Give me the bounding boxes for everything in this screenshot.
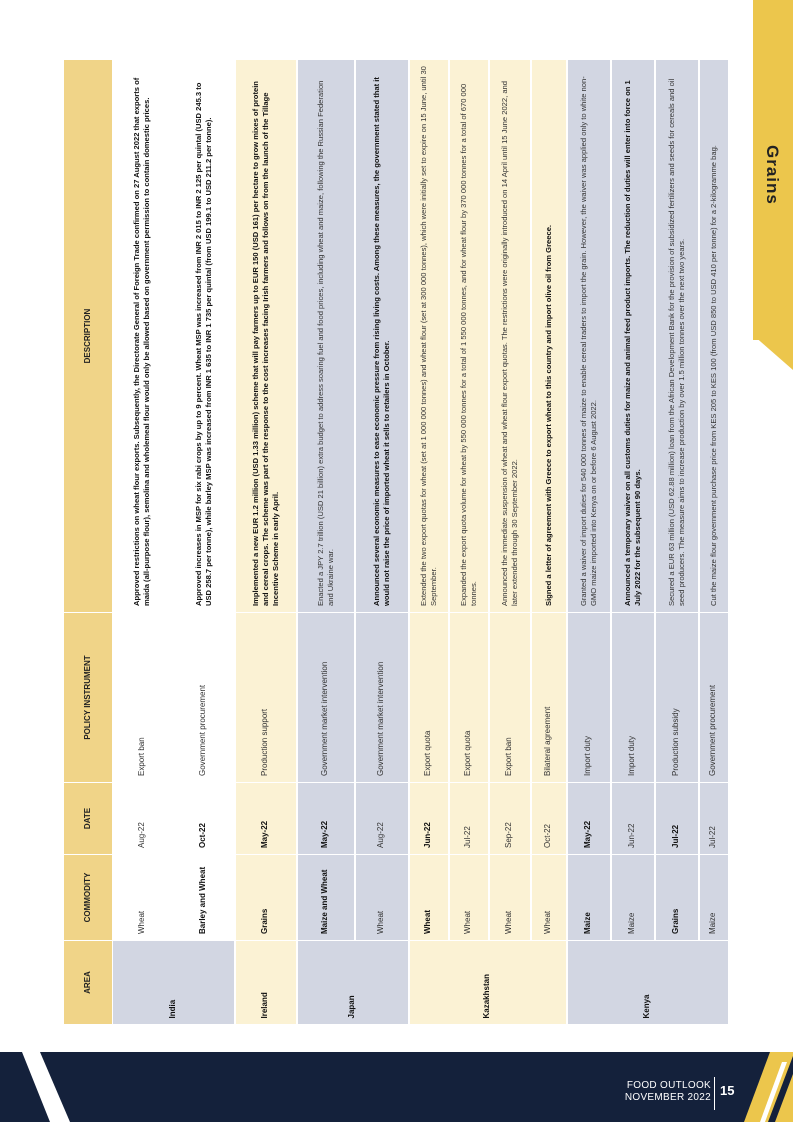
cell-date: Jul-22 bbox=[449, 783, 489, 855]
cell-date: Jun-22 bbox=[409, 783, 449, 855]
area-kazakhstan: Kazakhstan bbox=[409, 941, 567, 1025]
cell-description: Expanded the export quota volume for wheat by 550 000 tonnes for a total of 1 550 000 tonnes, and for wheat flour by 370 000 tonnes for a total of 670 000 tonnes. bbox=[449, 60, 489, 613]
cell-date: Jul-22 bbox=[655, 783, 699, 855]
cell-commodity: Wheat bbox=[113, 855, 173, 941]
cell-date: Jun-22 bbox=[611, 783, 655, 855]
table-row bbox=[173, 60, 235, 1025]
side-accent-triangle bbox=[753, 300, 793, 370]
cell-policy: Government market intervention bbox=[297, 613, 355, 783]
header-description: DESCRIPTION bbox=[64, 60, 113, 613]
footer-line2: NOVEMBER 2022 bbox=[624, 1092, 711, 1103]
cell-commodity: Wheat bbox=[489, 855, 531, 941]
table-row bbox=[449, 60, 489, 1025]
cell-policy: Export quota bbox=[449, 613, 489, 783]
header-policy-instrument: POLICY INSTRUMENT bbox=[64, 613, 113, 783]
cell-policy: Import duty bbox=[611, 613, 655, 783]
table-row bbox=[611, 60, 655, 1025]
cell-policy: Bilateral agreement bbox=[531, 613, 567, 783]
cell-description: Granted a waiver of import duties for 540 000 tonnes of maize to enable cereal traders to import the grain. However, the waiver was applied only to white non-GMO maize imported into Kenya on or before 6 August 2022. bbox=[567, 60, 611, 613]
cell-policy: Government procurement bbox=[173, 613, 235, 783]
header-commodity: COMMODITY bbox=[64, 855, 113, 941]
cell-policy: Export quota bbox=[409, 613, 449, 783]
cell-description: Implemented a new EUR 1.2 million (USD 1.33 million) scheme that will pay farmers up to EUR 150 (USD 161) per hectare to grow mixes of protein and cereal crops. The scheme was part of the response to the cost increases facing Irish farmers and follows on from the launch of the Tillage Incentive Scheme in early April. bbox=[235, 60, 297, 613]
cell-commodity: Barley and Wheat bbox=[173, 855, 235, 941]
cell-commodity: Maize bbox=[611, 855, 655, 941]
cell-date: Aug-22 bbox=[355, 783, 409, 855]
cell-description: Signed a letter of agreement with Greece to export wheat to this country and import olive oil from Greece. bbox=[531, 60, 567, 613]
cell-description: Enacted a JPY 2.7 trillion (USD 21 billion) extra budget to address soaring fuel and food prices, including wheat and maize, following the Russian Federation and Ukraine war. bbox=[297, 60, 355, 613]
table-row bbox=[113, 60, 173, 1025]
cell-date: Oct-22 bbox=[531, 783, 567, 855]
cell-description: Approved increases in MSP for six rabi crops by up to 9 percent. Wheat MSP was increased from INR 2 015 to INR 2 125 per quintal (USD 245.3 to USD 258.7 per tonne), while barley MSP was increased from INR 1 635 to INR 1 735 per quintal (from USD 199.1 to USD 211.2 per tonne). bbox=[173, 60, 235, 613]
table-row bbox=[409, 60, 449, 1025]
cell-policy: Production subsidy bbox=[655, 613, 699, 783]
footer-publication bbox=[625, 1080, 711, 1104]
cell-commodity: Maize bbox=[699, 855, 729, 941]
page-number: 15 bbox=[720, 1083, 735, 1098]
section-title: Grains bbox=[763, 145, 782, 205]
table-row bbox=[655, 60, 699, 1025]
table-row bbox=[235, 60, 297, 1025]
cell-commodity: Maize bbox=[567, 855, 611, 941]
cell-commodity: Wheat bbox=[449, 855, 489, 941]
cell-date: Oct-22 bbox=[173, 783, 235, 855]
table-header-row bbox=[64, 60, 113, 1025]
cell-description: Cut the maize flour government purchase price from KES 205 to KES 100 (from USD 850 to USD 410 per tonne) for a 2-kilogramme bag. bbox=[699, 60, 729, 613]
cell-policy: Export ban bbox=[113, 613, 173, 783]
area-india: India bbox=[113, 941, 235, 1025]
cell-date: May-22 bbox=[567, 783, 611, 855]
cell-policy: Export ban bbox=[489, 613, 531, 783]
policy-table-container bbox=[63, 60, 723, 1025]
cell-date: May-22 bbox=[235, 783, 297, 855]
footer-line1: FOOD OUTLOOK bbox=[626, 1080, 711, 1091]
table-row bbox=[355, 60, 409, 1025]
header-area: AREA bbox=[64, 941, 113, 1025]
table-row bbox=[567, 60, 611, 1025]
cell-date: Sep-22 bbox=[489, 783, 531, 855]
header-date: DATE bbox=[64, 783, 113, 855]
cell-commodity: Wheat bbox=[355, 855, 409, 941]
area-japan: Japan bbox=[297, 941, 409, 1025]
cell-policy: Production support bbox=[235, 613, 297, 783]
cell-commodity: Wheat bbox=[409, 855, 449, 941]
cell-policy: Government market intervention bbox=[355, 613, 409, 783]
cell-date: Aug-22 bbox=[113, 783, 173, 855]
cell-description: Announced the immediate suspension of wheat and wheat flour export quotas. The restrictions were originally introduced on 14 April until 15 June 2022, and later extended through 30 September 2022. bbox=[489, 60, 531, 613]
cell-policy: Government procurement bbox=[699, 613, 729, 783]
table-row bbox=[699, 60, 729, 1025]
cell-description: Announced a temporary waiver on all customs duties for maize and animal feed product imports. The reduction of duties will enter into force on 1 July 2022 for the subsequent 90 days. bbox=[611, 60, 655, 613]
cell-date: May-22 bbox=[297, 783, 355, 855]
cell-commodity: Maize and Wheat bbox=[297, 855, 355, 941]
cell-commodity: Wheat bbox=[531, 855, 567, 941]
policy-table bbox=[63, 59, 730, 1025]
cell-date: Jul-22 bbox=[699, 783, 729, 855]
area-kenya: Kenya bbox=[567, 941, 729, 1025]
cell-description: Extended the two export quotas for wheat (set at 1 000 000 tonnes) and wheat flour (set at 300 000 tonnes), which were initially set to expire on 15 June, until 30 September. bbox=[409, 60, 449, 613]
cell-policy: Import duty bbox=[567, 613, 611, 783]
cell-commodity: Grains bbox=[655, 855, 699, 941]
table-row bbox=[297, 60, 355, 1025]
table-row bbox=[489, 60, 531, 1025]
cell-description: Secured a EUR 63 million (USD 62.88 million) loan from the African Development Bank for the provision of subsidized fertilizers and seeds for cereals and oil seed producers. The measure aims to increase production by over 1.5 million tonnes over the next two years. bbox=[655, 60, 699, 613]
cell-description: Approved restrictions on wheat flour exports. Subsequently, the Directorate General of Foreign Trade confirmed on 27 August 2022 that exports of maida (all-purpose flour), semolina and wholemeal flour would only be allowed based on government permission to contain domestic prices. bbox=[113, 60, 173, 613]
cell-commodity: Grains bbox=[235, 855, 297, 941]
footer-separator bbox=[714, 1077, 715, 1110]
area-ireland: Ireland bbox=[235, 941, 297, 1025]
table-row bbox=[531, 60, 567, 1025]
cell-description: Announced several economic measures to ease economic pressure from rising living costs. Among these measures, the government stated that it would not raise the price of imported wheat it sells to retailers in October. bbox=[355, 60, 409, 613]
